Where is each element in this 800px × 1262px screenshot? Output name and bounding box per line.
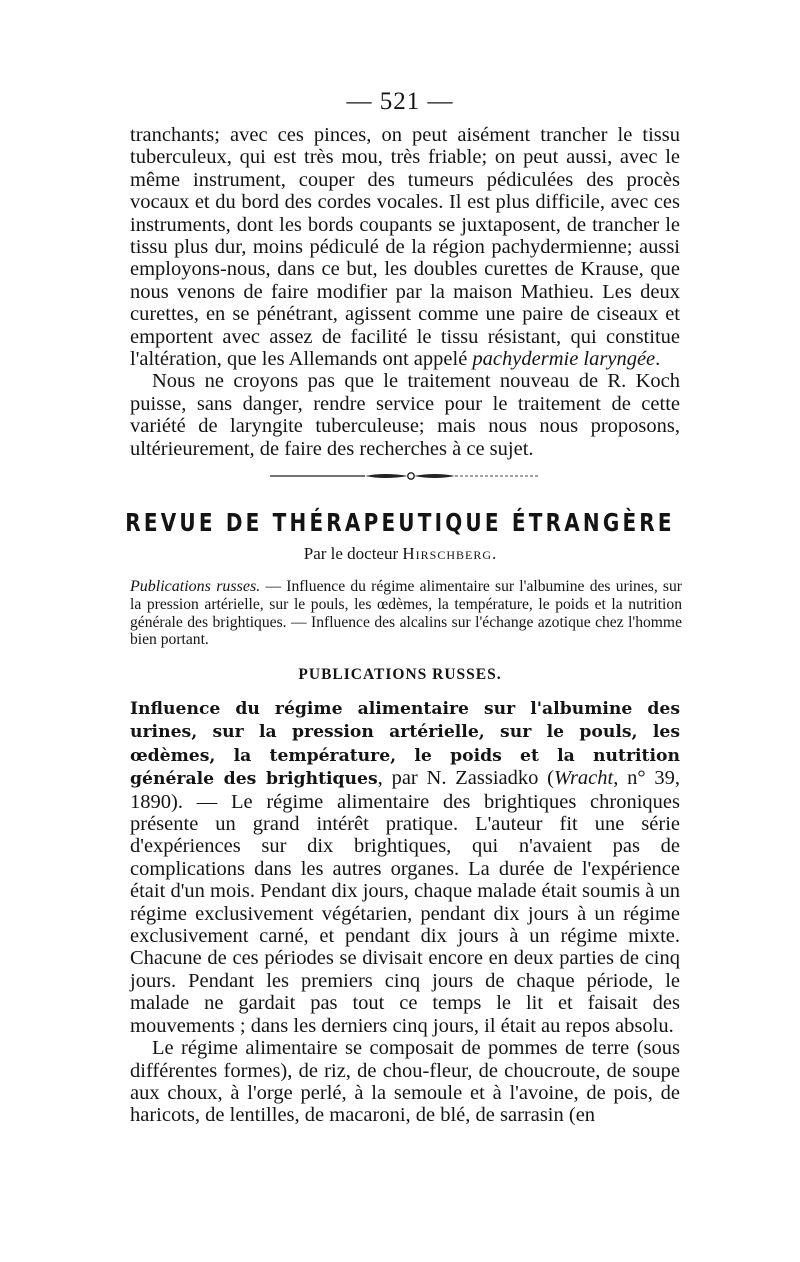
intro-text — [130, 124, 680, 460]
text-run: Le régime alimentaire se composait de pommes de terre (sous différentes formes), de riz, de chou-fleur, de choucroute, de soupe aux choux, à l'orge perlé, à la semoule et à l'avoine, de pois, de haricots, de lentilles, de macaroni, de blé, de sarrasin (en — [130, 1037, 680, 1127]
intro-paragraph — [130, 370, 680, 460]
byline — [0, 544, 800, 564]
section-title: REVUE DE THÉRAPEUTIQUE ÉTRANGÈRE — [125, 507, 675, 537]
byline-suffix: . — [492, 544, 497, 563]
summary-lead: Publications russes. — [130, 578, 261, 595]
text-run: tranchants; avec ces pinces, on peut aisément trancher le tissu tuberculeux, qui est très mou, très friable; on peut aussi, avec le même instrument, couper des tumeurs pédiculées des procès vocaux et du bord des cordes vocales. Il est plus difficile, avec ces instruments, dont les bords coupants se juxtaposent, de trancher le tissu plus dur, moins pédiculé de la région pachydermienne; aussi employons-nous, dans ce but, les doubles curettes de Krause, que nous venons de faire modifier par la maison Mathieu. Les deux curettes, en se pénétrant, agissent comme une paire de ciseaux et emportent avec assez de facilité le tissu résistant, qui constitue l'altération, que les Allemands ont appelé — [130, 124, 680, 371]
article-paragraph — [130, 1037, 680, 1127]
sub-heading: PUBLICATIONS RUSSES. — [298, 666, 502, 683]
author-name: Hirschberg — [402, 544, 493, 563]
italic-text: pachydermie laryngée — [472, 348, 656, 371]
summary-text: — Influence du régime alimentaire sur l'albumine des urines, sur la pression artérielle, sur le pouls, les œdèmes, la température, le poids et la nutrition générale des brightiques. — Influence des alcalins sur l'échange azotique chez l'homme bien portant. — [130, 578, 682, 649]
italic-text: Wracht — [554, 767, 614, 790]
section-summary — [130, 578, 682, 649]
page-number: — 521 — — [346, 88, 454, 115]
byline-prefix: Par le docteur — [303, 544, 403, 563]
article-text — [130, 697, 680, 1127]
text-run: Nous ne croyons pas que le traitement nouveau de R. Koch puisse, sans danger, rendre service pour le traitement de cette variété de laryngite tuberculeuse; mais nous nous proposons, ultérieurement, de faire des recherches à ce sujet. — [130, 370, 680, 460]
intro-paragraph — [130, 124, 680, 370]
article-paragraph — [130, 697, 680, 1037]
text-run: . — [655, 348, 661, 371]
section-divider — [270, 470, 540, 482]
text-run: , n° 39, 1890). — Le régime alimentaire des brightiques chroniques présente un grand intérêt pratique. L'auteur fit une série d'expériences sur dix brightiques, qui n'avaient pas de complications dans les autres organes. La durée de l'expérience était d'un mois. Pendant dix jours, chaque malade était soumis à un régime exclusivement végétarien, pendant dix jours à un régime exclusivement carné, et pendant dix jours à un régime mixte. Chacune de ces périodes se divisait encore en deux parties de cinq jours. Pendant les premiers cinq jours de chaque période, le malade ne gardait pas tout ce temps le lit et faisait des mouvements ; dans les derniers cinq jours, il était au repos absolu. — [130, 767, 680, 1037]
text-run: , par N. Zassiadko ( — [377, 767, 554, 790]
article-bold-title: Influence du régime alimentaire sur l'albumine des urines, sur la pression artérielle, sur le pouls, les œdèmes, la température, le poids et la nutrition générale des brightiques — [130, 699, 680, 790]
